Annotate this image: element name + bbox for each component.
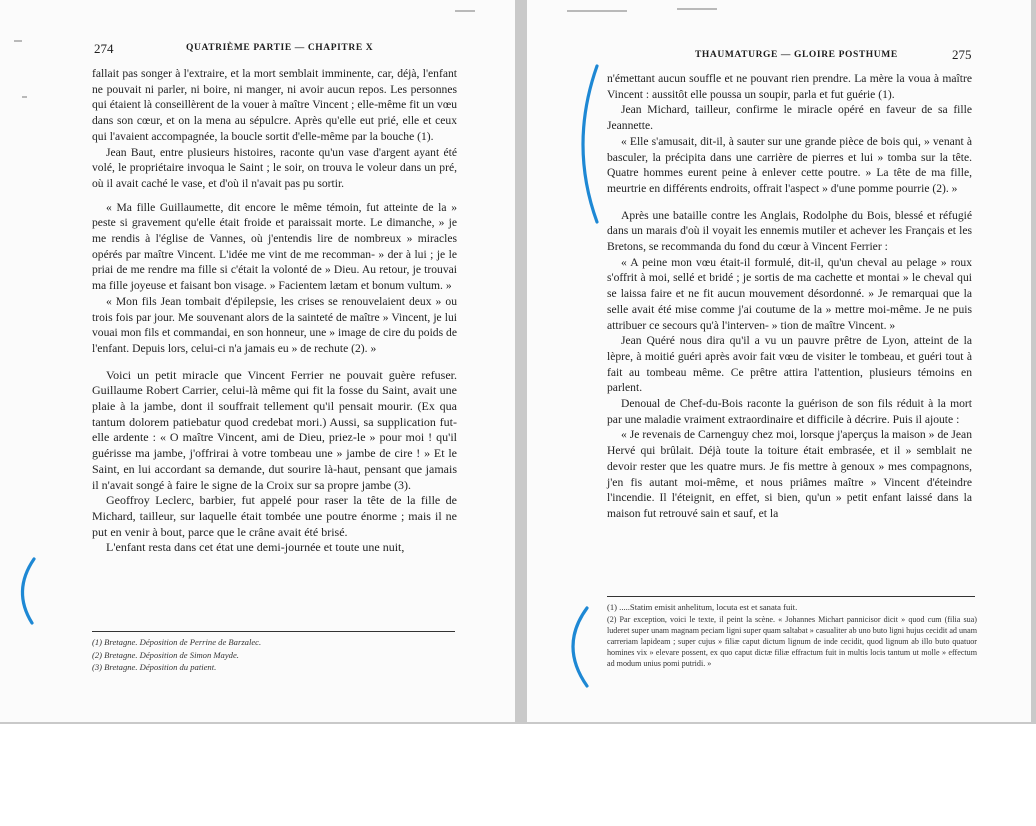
paragraph: fallait pas songer à l'extraire, et la mort semblait imminente, car, déjà, l'enfant ne pouvait ni parler, ni boire, ni manger, ni avoir aucun repos. Les personnes qui étaient là conseillèrent de la vouer à maître Vincent ; elle-même fit un vœu dans son cœur, et on la mena au sépulcre. Après qu'elle eut prié, elle et ceux qui l'avaient accompagnée, la boucle sortit d'elle-même par la bouche (1). <box>92 67 457 143</box>
footnote: (2) Par exception, voici le texte, il peint la scène. « Johannes Michart pannicisor dicit » quod cum (filia sua) luderet super unam magnam peciam ligni super quam saltabat » casualiter ab uno buto ligni hujus cecidit ad unam carreriam lapideam ; super cujus » filiæ caput dictum lignum de inde cecidit, quod lignum ab illo buto quatuor homines vix » elevare possent, ex quo caput dictæ filiæ effractum fuit in multis locis tantum ut molle » effectum ad modum unius pomi putridi. » <box>607 614 977 669</box>
footnote: (2) Bretagne. Déposition de Simon Mayde. <box>92 649 239 660</box>
scan-speck <box>22 96 27 98</box>
footnote-rule <box>607 596 975 597</box>
paragraph: Jean Quéré nous dira qu'il a vu un pauvre prêtre de Lyon, atteint de la lèpre, à moitié guéri après avoir fait vœu de visiter le tombeau, et guéri tout à fait au tombeau même. Ce prêtre attira l'attention, plusieurs témoins en parlent. <box>607 334 972 395</box>
footnote: (3) Bretagne. Déposition du patient. <box>92 662 217 672</box>
paragraph: « Elle s'amusait, dit-il, à sauter sur une grande pièce de bois qui, » venant à basculer, la précipita dans une carrière de pierres et lui » tomba sur la tête. Quatre hommes eurent peine à enlever cette poutre. » La tête de ma fille, meurtrie en différents endroits, offrait l'aspect » d'une pomme pourrie (2). » <box>607 134 972 195</box>
scan-speck <box>455 10 475 12</box>
paragraph: Jean Michard, tailleur, confirme le miracle opéré en faveur de sa fille Jeannette. <box>607 103 972 133</box>
footnotes <box>92 631 457 674</box>
paragraph: Geoffroy Leclerc, barbier, fut appelé pour raser la tête de la fille de Michard, tailleur, sur laquelle était tombée une poutre énorme ; mais il ne put en venir à bout, parce que le crâne avait été brisé. <box>92 493 457 539</box>
paragraph: « Mon fils Jean tombait d'épilepsie, les crises se renouvelaient deux » ou trois fois par jour. Me souvenant alors de la sainteté de maître » Vincent, je lui vouai mon fils et commandai, en son honneur, une » image de cire du poids de l'enfant. Depuis lors, celui-ci n'a jamais eu » de rechute (2). » <box>92 294 457 355</box>
main-text <box>607 71 972 522</box>
footnote: (1) Bretagne. Déposition de Perrine de Barzalec. <box>92 637 262 647</box>
paragraph: Après une bataille contre les Anglais, Rodolphe du Bois, blessé et réfugié dans un marais d'où il voyait les ennemis mutiler et achever les Français et les Bretons, se recommanda du fond du cœur à Vincent Ferrier : <box>607 208 972 254</box>
scan-speck <box>567 10 627 12</box>
paragraph: L'enfant resta dans cet état une demi-journée et toute une nuit, <box>106 540 405 555</box>
paragraph: « Ma fille Guillaumette, dit encore le même témoin, fut atteinte de la » peste si gravement qu'elle était froide et paraissait morte. Le dimanche, » je me rendis à l'église de Vannes, où j'entendis lire de nombreux » miracles opérés par maître Vincent. L'idée me vint de me recomman- » der à lui ; je le priai de me rendre ma fille si c'était la volonté de » Dieu. Au retour, je trouvai ma fille joyeuse et faisant bon visage. » Facientem lætam et bonum vultum. » <box>92 200 457 293</box>
right-page <box>527 0 1031 722</box>
left-page <box>0 0 515 722</box>
footnote-rule <box>92 631 455 632</box>
running-head: QUATRIÈME PARTIE — CHAPITRE X <box>186 43 374 53</box>
paragraph: « Je revenais de Carnenguy chez moi, lorsque j'aperçus la maison » de Jean Hervé qui brûlait. Déjà toute la toiture était embrasée, et il » semblait ne devoir rester que les quatre murs. Je fis mettre à genoux » mes compagnons, j'en fis autant moi-même, et nous priâmes maître » Vincent d'éteindre l'incendie. Il l'éteignit, en effet, si bien, qu'un » petit enfant laissé dans la maison fut retrouvé sain et sauf, et la <box>607 428 972 520</box>
running-head: THAUMATURGE — GLOIRE POSTHUME <box>695 50 898 60</box>
paragraph: n'émettant aucun souffle et ne pouvant rien prendre. La mère la voua à maître Vincent : aussitôt elle poussa un soupir, parla et fut guérie (1). <box>607 72 972 101</box>
paragraph: « A peine mon vœu était-il formulé, dit-il, qu'un cheval au pelage » roux s'offrit à moi, sellé et bridé ; je sortis de ma cachette et montai » le cheval qui se laissa faire et ne fit aucun mouvement désordonné. » Je remarquai que la selle avait été mise comme j'ai coutume de la » mettre moi-même. Je ne puis attribuer ce secours qu'à l'interven- » tion de maître Vincent. » <box>607 255 972 332</box>
paragraph: Voici un petit miracle que Vincent Ferrier ne pouvait guère refuser. Guillaume Robert Carrier, celui-là même qui fit la fosse du Saint, avait une plaie à la jambe, dont il souffrait tellement qu'il pensait mourir. (Ex qua tantum dolorem patiebatur quod credebat mori.) Aussi, sa supplication fut-elle ardente : « O maître Vincent, ami de Dieu, priez-le » pour moi ! qu'il guérisse ma jambe, j'offrirai à votre tombeau une » jambe de cire ! » Et le Saint, en lui accordant sa demande, dut sourire là-haut, pensant que jamais il n'avait songé à faire le signe de la Croix sur sa propre jambe (3). <box>92 367 457 492</box>
footnotes <box>607 596 977 670</box>
footnote: (1) .....Statim emisit anhelitum, locuta est et sanata fuit. <box>607 602 798 612</box>
annotation-bracket <box>8 555 38 627</box>
annotation-bracket <box>557 604 593 690</box>
paragraph: Denoual de Chef-du-Bois raconte la guérison de son fils réduit à la mort par une maladie vraiment extraordinaire et difficile à décrire. Puis il ajoute : <box>607 397 972 426</box>
scan-speck <box>14 40 22 42</box>
paragraph: Jean Baut, entre plusieurs histoires, raconte qu'un vase d'argent ayant été volé, le propriétaire invoqua le Saint ; le soir, on trouva le voleur dans un pré, où il avait caché le vase, et d'où il n'avait pas pu sortir. <box>92 145 457 190</box>
scan-speck <box>677 8 717 10</box>
page-number: 275 <box>952 47 972 62</box>
page-number: 274 <box>94 41 114 56</box>
main-text <box>92 66 457 556</box>
annotation-bracket <box>567 60 603 230</box>
